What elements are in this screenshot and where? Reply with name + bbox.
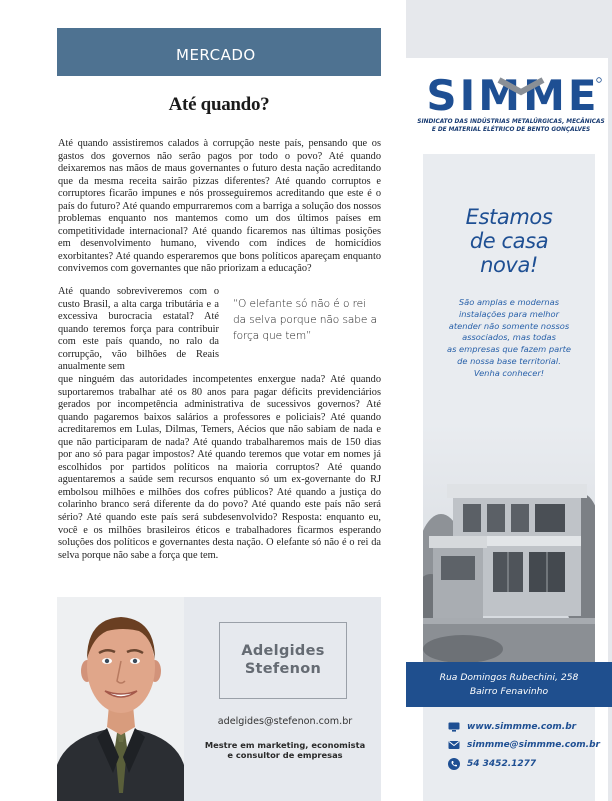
address-district: Bairro Fenavinho — [469, 686, 549, 697]
section-label: MERCADO — [176, 46, 256, 64]
ad-desc-line: instalações para melhor — [458, 308, 560, 319]
ad-top-stripe — [406, 0, 612, 58]
website-link[interactable]: www.simmme.com.br — [467, 722, 577, 732]
ad-panel — [423, 154, 595, 662]
article-paragraph-bottom: que ninguém das autoridades incompetentes enxergue nada? Até quando suportaremos trabalhar até os 80 anos para pagar déficits previdenciários gerados por incompetência administrativa de sucessivos governos? Até quando pagaremos baixos salários a professores e policiais? Até quando acreditaremos em Lulas, Dilmas, Temers, Aécios que não sabiam de nada e que não participaram de nada? Até quando trabalharemos mais de 150 dias por ano só para pagar impostos? Até quando teremos que votar em nomes já escolhidos por partidos políticos na maioria corruptos? Até quando aguentaremos a saúde sem recursos enquanto só um ex-governante do RJ embolsou milhões e milhões dos cofres públicos? Até quando a justiça do colarinho branco será diferente da do povo? Até quando este país não será sério? Até quando este país será subdesenvolvido? Resposta: enquanto eu, você e os milhões brasileiros éticos e trabalhadores ficarmos esperando soluções dos políticos e governantes desta nação. O elefante só não é o rei da selva porque não sabe a força que tem. — [58, 374, 381, 561]
website-row[interactable] — [448, 722, 576, 732]
section-header — [57, 28, 381, 76]
email-row[interactable] — [448, 740, 600, 750]
ad-description — [423, 297, 595, 380]
author-role-line1: Mestre em marketing, economista — [204, 740, 366, 750]
envelope-icon — [448, 740, 460, 750]
author-last-name: Stefenon — [244, 661, 322, 677]
ad-desc-line: as empresas que fazem parte — [447, 344, 571, 355]
ad-headline-line1: Estamos — [465, 205, 553, 229]
ad-contacts — [423, 707, 600, 801]
phone-number[interactable]: 54 3452.1277 — [467, 759, 537, 769]
phone-row[interactable] — [448, 758, 536, 770]
ad-desc-line: associados, mas todas — [462, 332, 556, 343]
logo-text: SIMME — [426, 74, 600, 116]
ad-subtitle-line2: E DE MATERIAL ELÉTRICO DE BENTO GONÇALVES — [431, 127, 591, 133]
ad-subtitle-line1: SINDICATO DAS INDÚSTRIAS METALÚRGICAS, MECÂNICAS — [417, 119, 605, 125]
ad-desc-line: Venha conhecer! — [473, 367, 545, 378]
building-photo — [423, 424, 595, 662]
phone-icon — [448, 758, 460, 770]
author-email[interactable]: adelgides@stefenon.com.br — [217, 716, 353, 727]
ad-headline-line2: de casa — [469, 229, 549, 253]
ad-address — [406, 662, 612, 707]
ad-headline-line3: nova! — [480, 253, 538, 277]
ad-desc-line: São amplas e modernas — [458, 297, 560, 307]
ad-subtitle — [416, 118, 606, 134]
article-paragraph-top: Até quando assistiremos calados à corrupção neste país, pensando que os gastos dos governos não serão pagos por todo o povo? Até quando deixaremos nas mãos de maus governantes o futuro desta nação acreditando que da mesma receita sairão pizzas diferentes? Até quando corruptos e corruptores ficarão impunes e nós prosseguiremos acreditando que este é o país do futuro? Até quando empurraremos com a barriga a solução dos nossos problemas enquanto nos mantemos como um dos últimos países em competitividade internacional? Até quando ficaremos nas últimas posições em desenvolvimento humano, vivendo com índices de homicídios exorbitantes? Até quando esperaremos que bons políticos apareçam enquanto convivemos com governantes que não priorizam a educação? — [58, 138, 381, 275]
simme-logo — [423, 74, 603, 116]
author-name-box — [219, 622, 347, 699]
ad-desc-line: de nossa base territorial. — [457, 355, 561, 366]
author-first-name: Adelgides — [241, 643, 325, 659]
article-title: Até quando? — [168, 94, 270, 115]
advertisement — [406, 0, 612, 801]
author-role — [190, 740, 380, 760]
ad-desc-line: atender não somente nossos — [448, 320, 570, 331]
address-street: Rua Domingos Rubechini, 258 — [439, 672, 579, 683]
author-photo — [57, 597, 184, 801]
ad-headline — [423, 205, 595, 277]
pull-quote: “O elefante só não é o rei da selva porque não sabe a força que tem” — [233, 298, 377, 343]
email-link[interactable]: simmme@simmme.com.br — [467, 740, 600, 750]
monitor-icon — [448, 722, 460, 732]
article-paragraph-wrapped: Até quando sobreviveremos com o custo Brasil, a alta carga tributária e a excessiva burocracia estatal? Até quando teremos força para contribuir com este país quando, no ralo da corrupção, vão bilhões de Reais anualmente sem — [58, 286, 219, 373]
author-role-line2: e consultor de empresas — [227, 750, 343, 760]
